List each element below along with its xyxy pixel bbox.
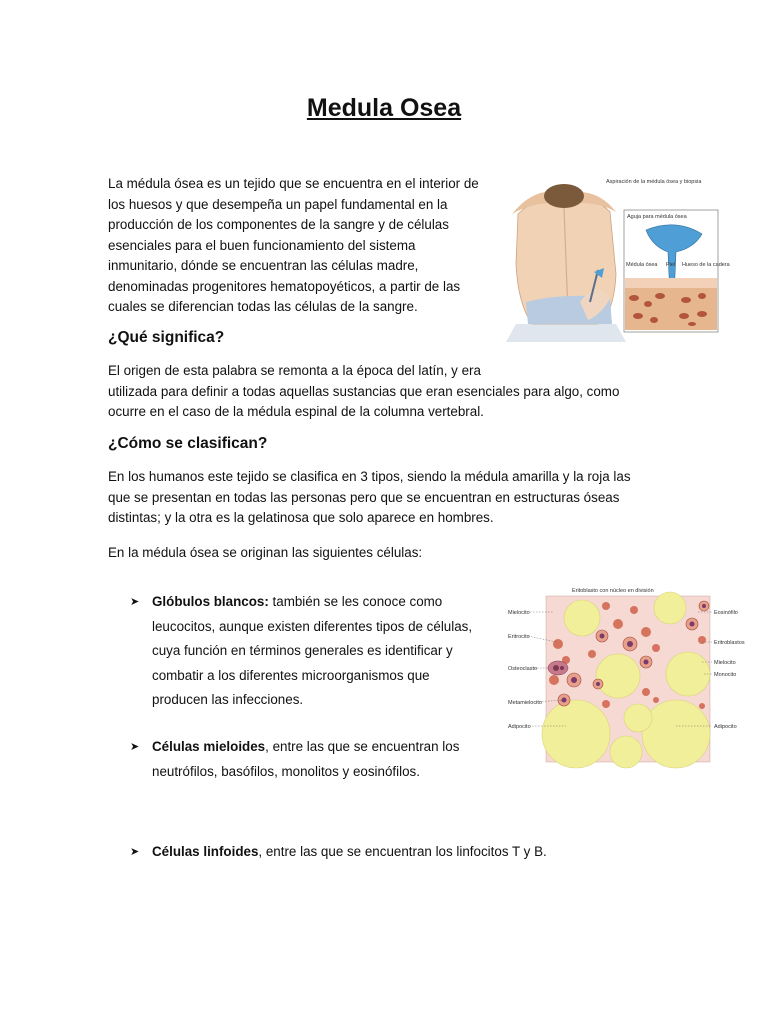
- page-title: Medula Osea: [306, 94, 462, 122]
- intro-line: inmunitario, dónde se encuentran las células madre,: [108, 258, 419, 273]
- intro-line: esenciales para el buen funcionamiento del sistema: [108, 237, 416, 253]
- bullet-term: Células mieloides: [152, 739, 266, 754]
- intro-line: cuales se diferencian todas las células de la sangre.: [108, 299, 418, 314]
- meaning-line: El origen de esta palabra se remonta a la época del latín, y era: [108, 363, 481, 378]
- section-heading-meaning: ¿Qué significa?: [108, 329, 225, 346]
- classification-paragraph: [108, 467, 631, 529]
- arrow-bullet-icon: ➤: [130, 741, 140, 753]
- classification-line: En los humanos este tejido se clasifica en 3 tipos, siendo la médula amarilla y la roja las: [108, 469, 631, 484]
- marrow-label: Médula ósea: [626, 262, 658, 268]
- bullet-text: [152, 590, 492, 713]
- bone-marrow-cells-figure: [506, 584, 746, 766]
- label-adipocyte-right: Adipocito: [714, 724, 737, 730]
- intro-line: producción de los componentes de la sangre y de células: [108, 217, 449, 232]
- bullet-line: neutrófilos, basófilos, monolitos y eosinófilos.: [152, 763, 420, 779]
- label-myelocyte: Mielocito: [508, 610, 530, 616]
- bullet-term: Células linfoides: [152, 844, 259, 859]
- meaning-line: ocurre en el caso de la médula espinal de la columna vertebral.: [108, 404, 484, 419]
- label-adipocyte-left: Adipocito: [508, 724, 531, 730]
- label-myelocyte-right: Mielocito: [714, 660, 736, 666]
- figure1-caption: Aspiración de la médula ósea y biopsia: [606, 179, 702, 185]
- label-eosinophil: Eosinófilo: [714, 610, 738, 616]
- label-erythroblasts: Eritroblastos: [714, 640, 745, 646]
- label-monocyte: Monocito: [714, 672, 737, 678]
- classification-line: distintas; y la otra es la gelatinosa que solo aparece en hombres.: [108, 510, 494, 525]
- bullet-term: Glóbulos blancos:: [152, 594, 269, 609]
- figure2-caption: Eritoblasto con núcleo en división: [572, 588, 654, 594]
- bullet-line: producen las infecciones.: [152, 692, 304, 707]
- bone-marrow-aspiration-figure: [506, 174, 730, 344]
- label-osteoclast: Osteoclasto: [508, 666, 538, 672]
- bullet-line: , entre las que se encuentran los linfocitos T y B.: [258, 844, 547, 859]
- hip-bone-label: Hueso de la cadera: [682, 262, 730, 268]
- bullet-line: también se les conoce como: [268, 594, 443, 609]
- bullet-line: cuya función en términos generales es identificar y: [152, 643, 453, 658]
- arrow-bullet-icon: ➤: [130, 596, 140, 608]
- intro-paragraph: [108, 174, 479, 318]
- label-metamyelocyte: Metamielocito: [508, 700, 542, 706]
- intro-line: denominadas progenitores hematopoyéticos, a partir de las: [108, 278, 461, 294]
- bullet-line: , entre las que se encuentran los: [265, 739, 460, 754]
- meaning-paragraph: [108, 361, 619, 423]
- bullet-text: [152, 735, 492, 784]
- section-heading-classification: ¿Cómo se clasifican?: [108, 435, 268, 452]
- arrow-bullet-icon: ➤: [130, 846, 140, 858]
- bullet-text: [152, 840, 592, 865]
- needle-label: Aguja para médula ósea: [627, 214, 687, 220]
- intro-line: La médula ósea es un tejido que se encuentra en el interior de: [108, 176, 479, 191]
- intro-line: los huesos y que desempeña un papel fundamental en la: [108, 196, 448, 212]
- meaning-line: utilizada para definir a todas aquellas sustancias que eran esenciales para algo, como: [108, 383, 620, 399]
- cells-intro: En la médula ósea se originan las siguientes células:: [108, 545, 423, 560]
- bullet-line: combatir a los diferentes microorganismos que: [152, 667, 430, 683]
- bullet-line: leucocitos, aunque existen diferentes tipos de células,: [152, 618, 473, 634]
- label-erythrocyte: Eritrocito: [508, 634, 530, 640]
- classification-line: que se presentan en todas las personas pero que se encuentran en estructuras óseas: [108, 489, 620, 505]
- skin-label: Piel: [666, 262, 676, 268]
